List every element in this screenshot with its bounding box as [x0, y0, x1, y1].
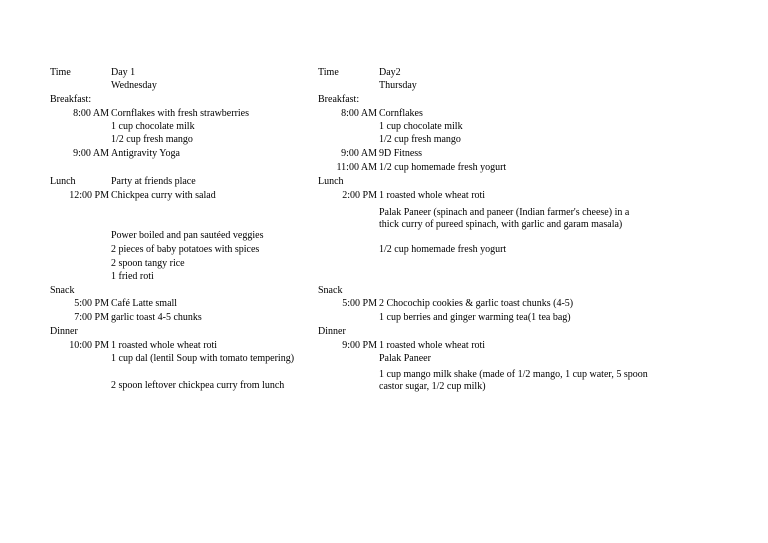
day-label: Day 1 [111, 67, 136, 78]
meal-item: 1/2 cup homemade fresh yogurt [379, 162, 507, 173]
breakfast-heading: Breakfast: [50, 94, 92, 105]
meal-item: Cornflakes with fresh strawberries [111, 108, 250, 119]
time-cell: 7:00 PM [74, 312, 109, 323]
meal-item: 1/2 cup homemade fresh yogurt [379, 244, 507, 255]
meal-item: Chickpea curry with salad [111, 190, 216, 201]
meal-item: Palak Paneer [379, 353, 431, 364]
day-label: Day2 [379, 67, 401, 78]
meal-item: 1 cup chocolate milk [379, 121, 463, 132]
meal-item: 2 pieces of baby potatoes with spices [111, 244, 260, 255]
lunch-heading: Lunch [50, 176, 76, 187]
meal-item: Palak Paneer (spinach and paneer (Indian farmer's cheese) in a thick curry of pureed spinach, with garlic and garam masala) [379, 207, 630, 230]
meal-item: 9D Fitness [379, 148, 423, 159]
meal-item: 1 roasted whole wheat roti [111, 340, 218, 351]
dinner-heading: Dinner [50, 326, 78, 337]
meal-item: Power boiled and pan sautéed veggies [111, 230, 264, 241]
lunch-heading: Lunch [318, 176, 344, 187]
meal-item: 2 spoon tangy rice [111, 258, 185, 269]
time-cell: 5:00 PM [74, 298, 109, 309]
time-cell: 12:00 PM [69, 190, 109, 201]
meal-item: 1 cup dal (lentil Soup with tomato tempering) [111, 353, 295, 364]
time-cell: 2:00 PM [342, 190, 377, 201]
time-cell: 9:00 AM [341, 148, 377, 159]
meal-item: 1 roasted whole wheat roti [379, 340, 486, 351]
meal-item: Café Latte small [111, 298, 178, 309]
meal-item: 1 cup mango milk shake (made of 1/2 mango, 1 cup water, 5 spoon castor sugar, 1/2 cup milk) [379, 369, 648, 392]
time-cell: 8:00 AM [341, 108, 377, 119]
meal-item: 1 cup chocolate milk [111, 121, 195, 132]
time-cell: 8:00 AM [73, 108, 109, 119]
time-cell: 5:00 PM [342, 298, 377, 309]
weekday: Wednesday [111, 80, 157, 91]
meal-item: 1 cup berries and ginger warming tea(1 tea bag) [379, 312, 571, 323]
breakfast-heading: Breakfast: [318, 94, 360, 105]
time-cell: 9:00 PM [342, 340, 377, 351]
meal-item: 2 spoon leftover chickpea curry from lunch [111, 380, 285, 391]
time-cell: 9:00 AM [73, 148, 109, 159]
time-cell: 11:00 AM [336, 162, 377, 173]
snack-heading: Snack [318, 285, 343, 296]
meal-item: Party at friends place [111, 176, 196, 187]
meal-item: 1/2 cup fresh mango [379, 134, 461, 145]
time-header: Time [318, 67, 339, 78]
meal-item: 1 fried roti [111, 271, 154, 282]
time-header: Time [50, 67, 71, 78]
weekday: Thursday [379, 80, 417, 91]
snack-heading: Snack [50, 285, 75, 296]
dinner-heading: Dinner [318, 326, 346, 337]
meal-item: 1/2 cup fresh mango [111, 134, 193, 145]
meal-item: Antigravity Yoga [111, 148, 180, 159]
meal-item: garlic toast 4-5 chunks [111, 312, 202, 323]
meal-item: 2 Chocochip cookies & garlic toast chunks (4-5) [379, 298, 574, 309]
meal-item: Cornflakes [379, 108, 423, 119]
meal-item: 1 roasted whole wheat roti [379, 190, 486, 201]
time-cell: 10:00 PM [69, 340, 109, 351]
